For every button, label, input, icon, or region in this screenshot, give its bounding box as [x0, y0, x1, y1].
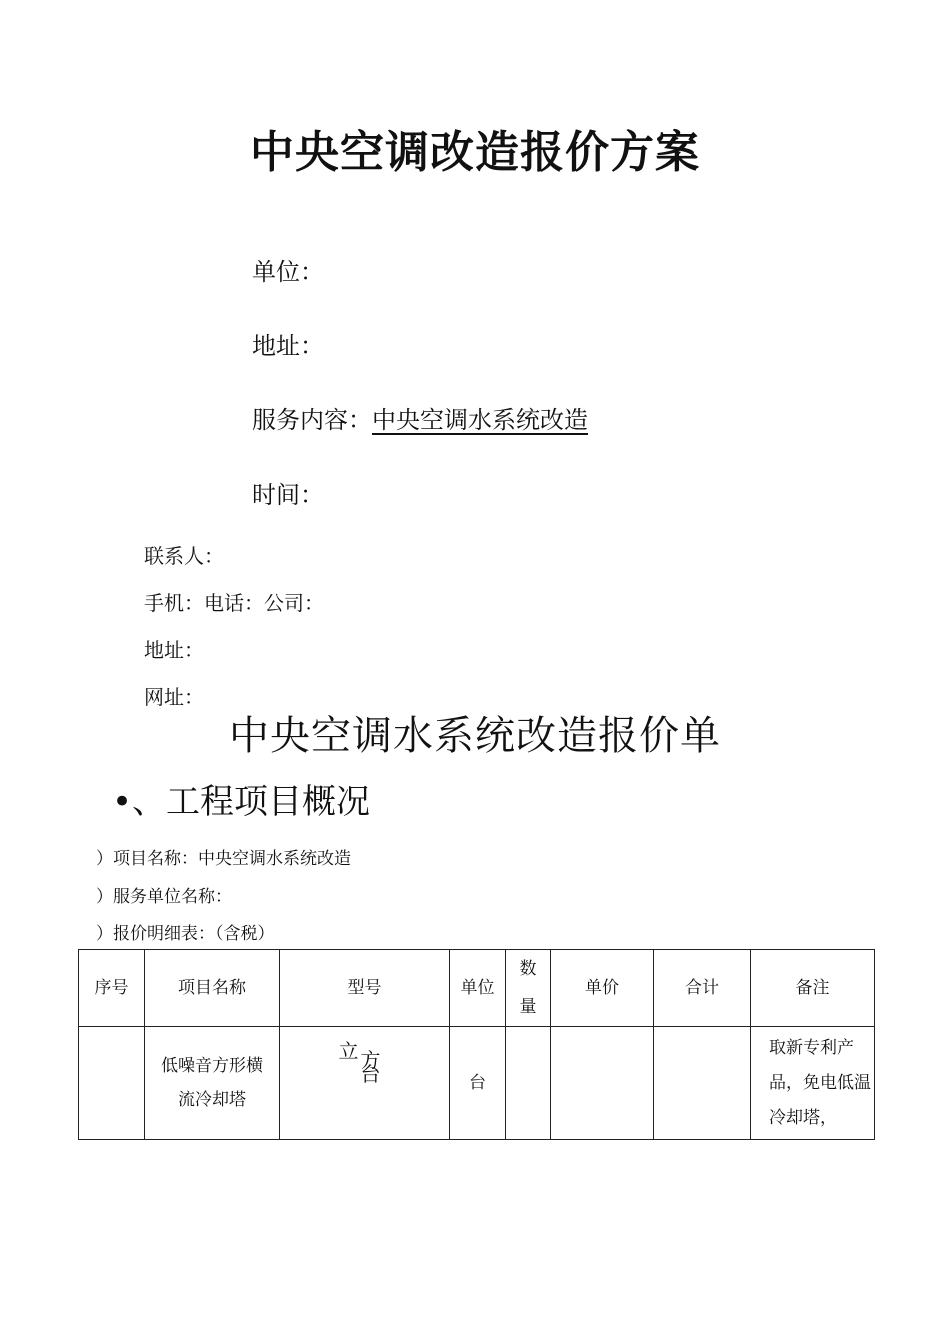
item-price-table: ）报价明细表：（含税）: [96, 924, 275, 944]
header-price: 单价: [551, 950, 654, 1027]
header-qty: 数量: [506, 950, 551, 1027]
address-label: 地址：: [252, 332, 324, 360]
table-header-row: [79, 950, 875, 1027]
header-remark: 备注: [751, 950, 875, 1027]
cell-name: 低噪音方形横流冷却塔: [145, 1027, 280, 1140]
unit-label: 单位：: [252, 258, 324, 286]
unit-field: [252, 252, 324, 287]
cell-price: [551, 1027, 654, 1140]
item-service-unit: ）服务单位名称：: [96, 887, 232, 907]
table-row: [79, 1027, 875, 1140]
cell-no: [79, 1027, 145, 1140]
cell-model: [280, 1027, 450, 1140]
header-unit: 单位: [450, 950, 506, 1027]
model-part-a: 立: [338, 1039, 359, 1063]
contact-phones: 手机：电话：公司：: [144, 591, 324, 615]
contact-person: 联系人：: [144, 544, 224, 568]
service-field: [252, 400, 588, 435]
model-text: [335, 1041, 395, 1085]
cell-qty: [506, 1027, 551, 1140]
contact-website: 网址：: [144, 685, 204, 709]
item-project-name: ）项目名称：中央空调水系统改造: [96, 849, 351, 869]
service-label: 服务内容：: [252, 406, 372, 434]
contact-address: 地址：: [144, 638, 204, 662]
header-total: 合计: [654, 950, 751, 1027]
document-title: 中央空调改造报价方案: [250, 127, 700, 178]
section-heading: •、工程项目概况: [112, 782, 371, 822]
header-model: 型号: [280, 950, 450, 1027]
model-part-b: 方台: [360, 1048, 381, 1086]
service-value: 中央空调水系统改造: [372, 406, 588, 434]
header-name: 项目名称: [145, 950, 280, 1027]
address-field: [252, 326, 324, 361]
cell-total: [654, 1027, 751, 1140]
header-no: 序号: [79, 950, 145, 1027]
time-field: [252, 475, 324, 510]
quote-title: 中央空调水系统改造报价单: [229, 713, 721, 759]
cell-unit: 台: [450, 1027, 506, 1140]
quote-table: [78, 949, 875, 1140]
cell-remark: 取新专利产品，免电低温冷却塔，: [751, 1027, 875, 1140]
time-label: 时间：: [252, 481, 324, 509]
